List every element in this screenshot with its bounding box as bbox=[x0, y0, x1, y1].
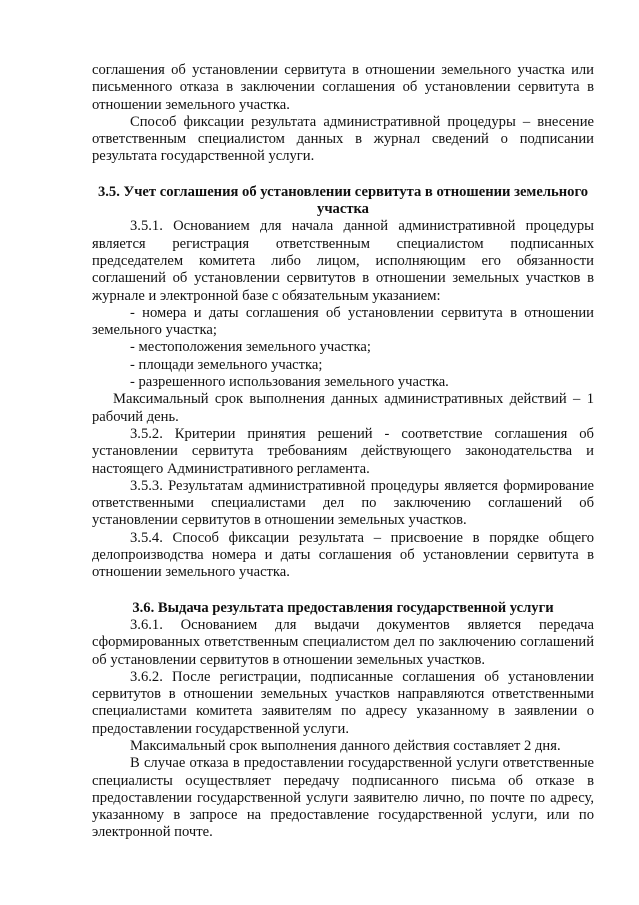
document-page bbox=[92, 62, 594, 842]
paragraph-3-6-max-term: Максимальный срок выполнения данного действия составляет 2 дня. bbox=[130, 737, 561, 754]
list-item: - номера и даты соглашения об установлении сервитута в отношении земельного участка; bbox=[92, 304, 594, 339]
paragraph-3-5-4: 3.5.4. Способ фиксации результата – присвоение в порядке общего делопроизводства номера и даты соглашения об установлении сервитута в отношении земельного участка. bbox=[92, 529, 594, 581]
list-item: - разрешенного использования земельного участка. bbox=[130, 374, 449, 391]
paragraph-3-6-2: 3.6.2. После регистрации, подписанные соглашения об установлении сервитутов в отношении земельных участков направляются ответственными специалистами комитета заявителям по адресу указанному в заявлении о предоставлении государственной услуги. bbox=[92, 668, 594, 737]
paragraph-3-6-1: 3.6.1. Основанием для выдачи документов является передача сформированных ответственным специалистом дел по заключению соглашений об установлении сервитутов в отношении земельных участков. bbox=[92, 616, 594, 668]
paragraph-3-5-3: 3.5.3. Результатам административной процедуры является формирование ответственными специалистами дел по заключению соглашений об установлении сервитутов в отношении земельных участков. bbox=[92, 477, 594, 529]
intro-paragraph-continuation: соглашения об установлении сервитута в отношении земельного участка или письменного отказа в заключении соглашения об установлении сервитута в отношении земельного участка. bbox=[92, 62, 594, 113]
intro-paragraph-fixation: Способ фиксации результата административной процедуры – внесение ответственным специалистом данных в журнал сведений о подписании результата государственной услуги. bbox=[92, 113, 594, 165]
paragraph-3-5-1: 3.5.1. Основанием для начала данной административной процедуры является регистрация ответственным специалистом подписанных председателем комитета либо лицом, исполняющим его обязанности соглашений об установлении сервитутов в отношении земельных участков в журнале и электронной базе с обязательным указанием: bbox=[92, 218, 594, 304]
list-item: - местоположения земельного участка; bbox=[130, 339, 371, 356]
list-item: - площади земельного участка; bbox=[130, 356, 323, 373]
section-3-6-heading: 3.6. Выдача результата предоставления государственной услуги bbox=[132, 599, 554, 616]
paragraph-3-5-2: 3.5.2. Критерии принятия решений - соответствие соглашения об установлении сервитута требованиям действующего законодательства и настоящего Административного регламента. bbox=[92, 425, 594, 477]
section-3-5-heading: 3.5. Учет соглашения об установлении сервитута в отношении земельного участка bbox=[97, 183, 589, 218]
paragraph-3-5-max-term: Максимальный срок выполнения данных административных действий – 1 рабочий день. bbox=[92, 391, 594, 425]
paragraph-3-6-refusal: В случае отказа в предоставлении государственной услуги ответственные специалисты осуществляет передачу подписанного письма об отказе в предоставлении государственной услуги заявителю лично, по почте по адресу, указанному в запросе на предоставление государственной услуги, или по электронной почте. bbox=[92, 755, 594, 841]
